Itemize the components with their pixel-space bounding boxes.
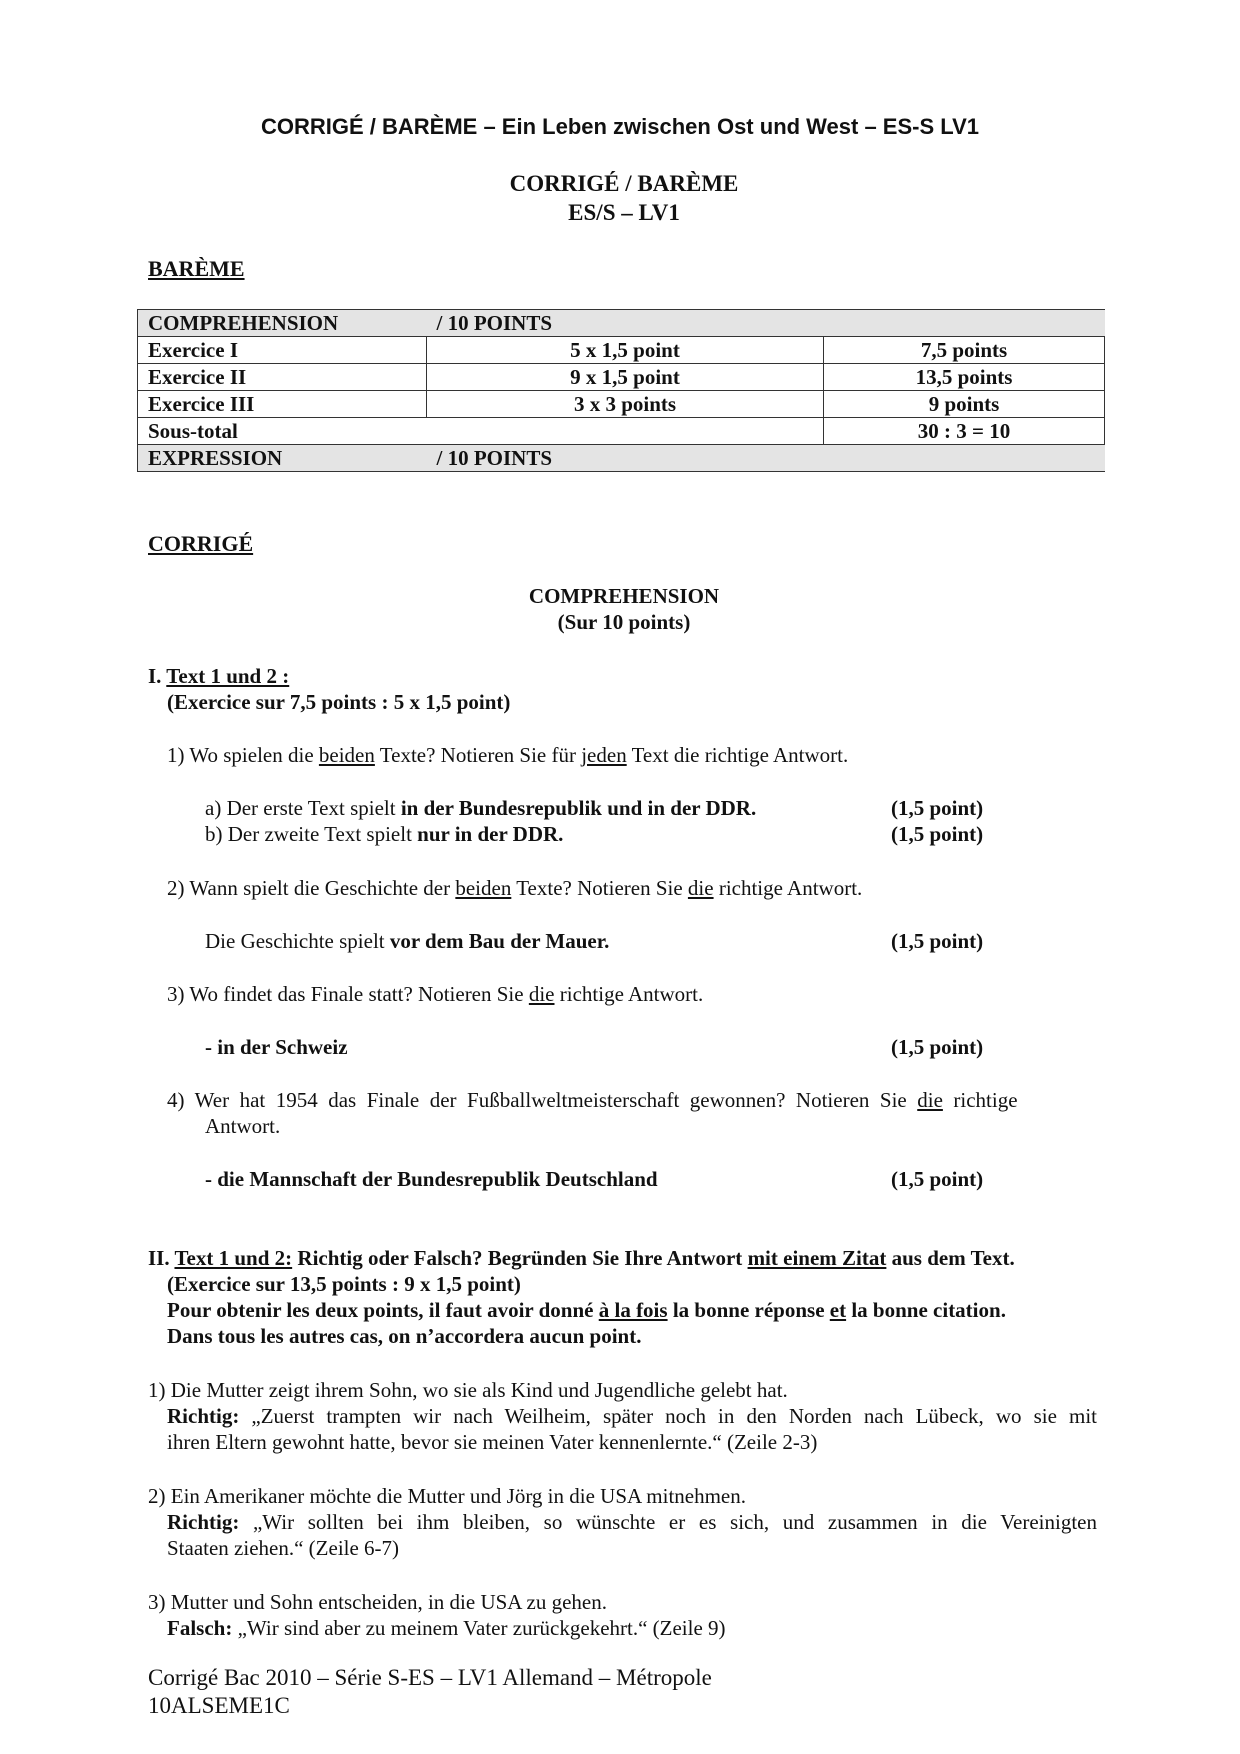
exercise-2-rule-1 [167,1298,1006,1323]
table-cell: COMPREHENSION [138,310,427,337]
statement-1-answer-continued: ihren Eltern gewohnt hatte, bevor sie meinen Vater kennenlernte.“ (Zeile 2-3) [167,1430,818,1454]
points-label: (1,5 point) [891,822,984,846]
exercise-instruction: Richtig oder Falsch? Begründen Sie Ihre Antwort [292,1246,748,1270]
exercise-instruction: aus dem Text. [886,1246,1015,1270]
table-cell [427,418,824,445]
question-emphasis: beiden [318,743,375,767]
question-text: 4) Wer hat 1954 das Finale der Fußballweltmeisterschaft gewonnen? Notieren Sie [167,1088,918,1112]
question-emphasis: die [687,876,714,900]
points-label: (1,5 point) [891,796,984,820]
verdict-label: Falsch: [167,1616,233,1640]
table-row [138,418,1105,445]
footer-line-2: 10ALSEME1C [148,1693,290,1718]
statement-3-answer [167,1616,726,1641]
points-label: (1,5 point) [891,1167,984,1191]
table-cell: 3 x 3 points [427,391,824,418]
exercise-title: Text 1 und 2: [174,1246,293,1270]
exercise-number: II. [148,1246,175,1270]
answer-text: b) Der zweite Text spielt [205,822,418,846]
table-cell: 9 x 1,5 point [427,364,824,391]
question-text: Texte? Notieren Sie [511,876,688,900]
question-emphasis: jeden [581,743,627,767]
answer-4: - die Mannschaft der Bundesrepublik Deutschland [205,1167,658,1191]
comprehension-title: COMPREHENSION [528,584,720,608]
answer-3: - in der Schweiz [205,1035,348,1059]
rule-text: la bonne citation. [846,1298,1006,1322]
table-cell: 9 points [824,391,1105,418]
bareme-heading: BARÈME [148,256,245,281]
statement-2-answer [167,1510,1097,1535]
quote-text: „Zuerst trampten wir nach Weilheim, später noch in den Norden nach Lübeck, wo sie mit [239,1404,1097,1428]
table-row [138,445,1105,472]
table-cell: Exercice I [138,337,427,364]
answer-2 [205,929,609,954]
rule-emphasis: et [829,1298,847,1322]
table-cell: EXPRESSION [138,445,427,472]
table-cell: 5 x 1,5 point [427,337,824,364]
exercise-title: Text 1 und 2 : [166,664,290,688]
exercise-2-rule-2: Dans tous les autres cas, on n’accordera aucun point. [167,1324,642,1348]
verdict-label: Richtig: [167,1404,240,1428]
statement-1-answer [167,1404,1097,1429]
answer-emphasis: in der Bundesrepublik und in der DDR. [400,796,757,820]
table-row [138,391,1105,418]
question-1 [167,743,848,768]
points-label: (1,5 point) [891,929,984,953]
question-text: richtige Antwort. [713,876,863,900]
table-cell: 7,5 points [824,337,1105,364]
subtitle-corrige-bareme: CORRIGÉ / BARÈME [509,171,739,196]
exercise-2-note: (Exercice sur 13,5 points : 9 x 1,5 point) [167,1272,521,1296]
question-4-continued: Antwort. [205,1114,281,1138]
corrige-heading: CORRIGÉ [148,531,254,556]
verdict-label: Richtig: [167,1510,240,1534]
table-row [138,337,1105,364]
question-text: richtige Antwort. [554,982,704,1006]
quote-text: „Wir sollten bei ihm bleiben, so wünschte er es sich, und zusammen in die Vereinigten [239,1510,1097,1534]
question-emphasis: beiden [455,876,512,900]
table-row [138,310,1105,337]
exercise-number: I. [148,664,167,688]
question-text: richtige [942,1088,1018,1112]
question-emphasis: die [528,982,555,1006]
question-text: 1) Wo spielen die [167,743,319,767]
question-text: Texte? Notieren Sie für [374,743,582,767]
rule-text: la bonne réponse [667,1298,830,1322]
question-text: 2) Wann spielt die Geschichte der [167,876,456,900]
table-cell: / 10 POINTS [427,310,1105,337]
rule-text: Pour obtenir les deux points, il faut avoir donné [167,1298,599,1322]
exercise-1-heading [148,664,289,689]
table-cell: Exercice III [138,391,427,418]
answer-1a [205,796,756,821]
exercise-1-note: (Exercice sur 7,5 points : 5 x 1,5 point) [167,690,511,714]
header-title: CORRIGÉ / BARÈME – Ein Leben zwischen Ost und West – ES-S LV1 [261,114,979,139]
statement-1: 1) Die Mutter zeigt ihrem Sohn, wo sie als Kind und Jugendliche gelebt hat. [148,1378,788,1402]
table-cell: Sous-total [138,418,427,445]
table-cell: 13,5 points [824,364,1105,391]
question-text: Text die richtige Antwort. [626,743,849,767]
exercise-2-heading [148,1246,1015,1271]
points-label: (1,5 point) [891,1035,984,1059]
answer-text: a) Der erste Text spielt [205,796,401,820]
question-text: 3) Wo findet das Finale statt? Notieren Sie [167,982,529,1006]
subtitle-series: ES/S – LV1 [568,200,680,225]
exercise-instruction-emphasis: mit einem Zitat [747,1246,887,1270]
question-2 [167,876,862,901]
answer-emphasis: vor dem Bau der Mauer. [389,929,610,953]
table-cell: Exercice II [138,364,427,391]
question-emphasis: die [917,1088,943,1112]
quote-text: „Wir sind aber zu meinem Vater zurückgekehrt.“ (Zeile 9) [232,1616,726,1640]
bareme-table [137,309,1105,472]
answer-text: Die Geschichte spielt [205,929,390,953]
answer-emphasis: nur in der DDR. [417,822,564,846]
statement-3: 3) Mutter und Sohn entscheiden, in die USA zu gehen. [148,1590,608,1614]
statement-2-answer-continued: Staaten ziehen.“ (Zeile 6-7) [167,1536,400,1560]
comprehension-subtitle: (Sur 10 points) [557,610,691,634]
question-4 [167,1088,1018,1113]
rule-emphasis: à la fois [598,1298,668,1322]
footer-line-1: Corrigé Bac 2010 – Série S-ES – LV1 Allemand – Métropole [148,1665,712,1690]
question-3 [167,982,703,1007]
table-cell: / 10 POINTS [427,445,1105,472]
table-row [138,364,1105,391]
answer-1b [205,822,563,847]
table-cell: 30 : 3 = 10 [824,418,1105,445]
statement-2: 2) Ein Amerikaner möchte die Mutter und Jörg in die USA mitnehmen. [148,1484,747,1508]
